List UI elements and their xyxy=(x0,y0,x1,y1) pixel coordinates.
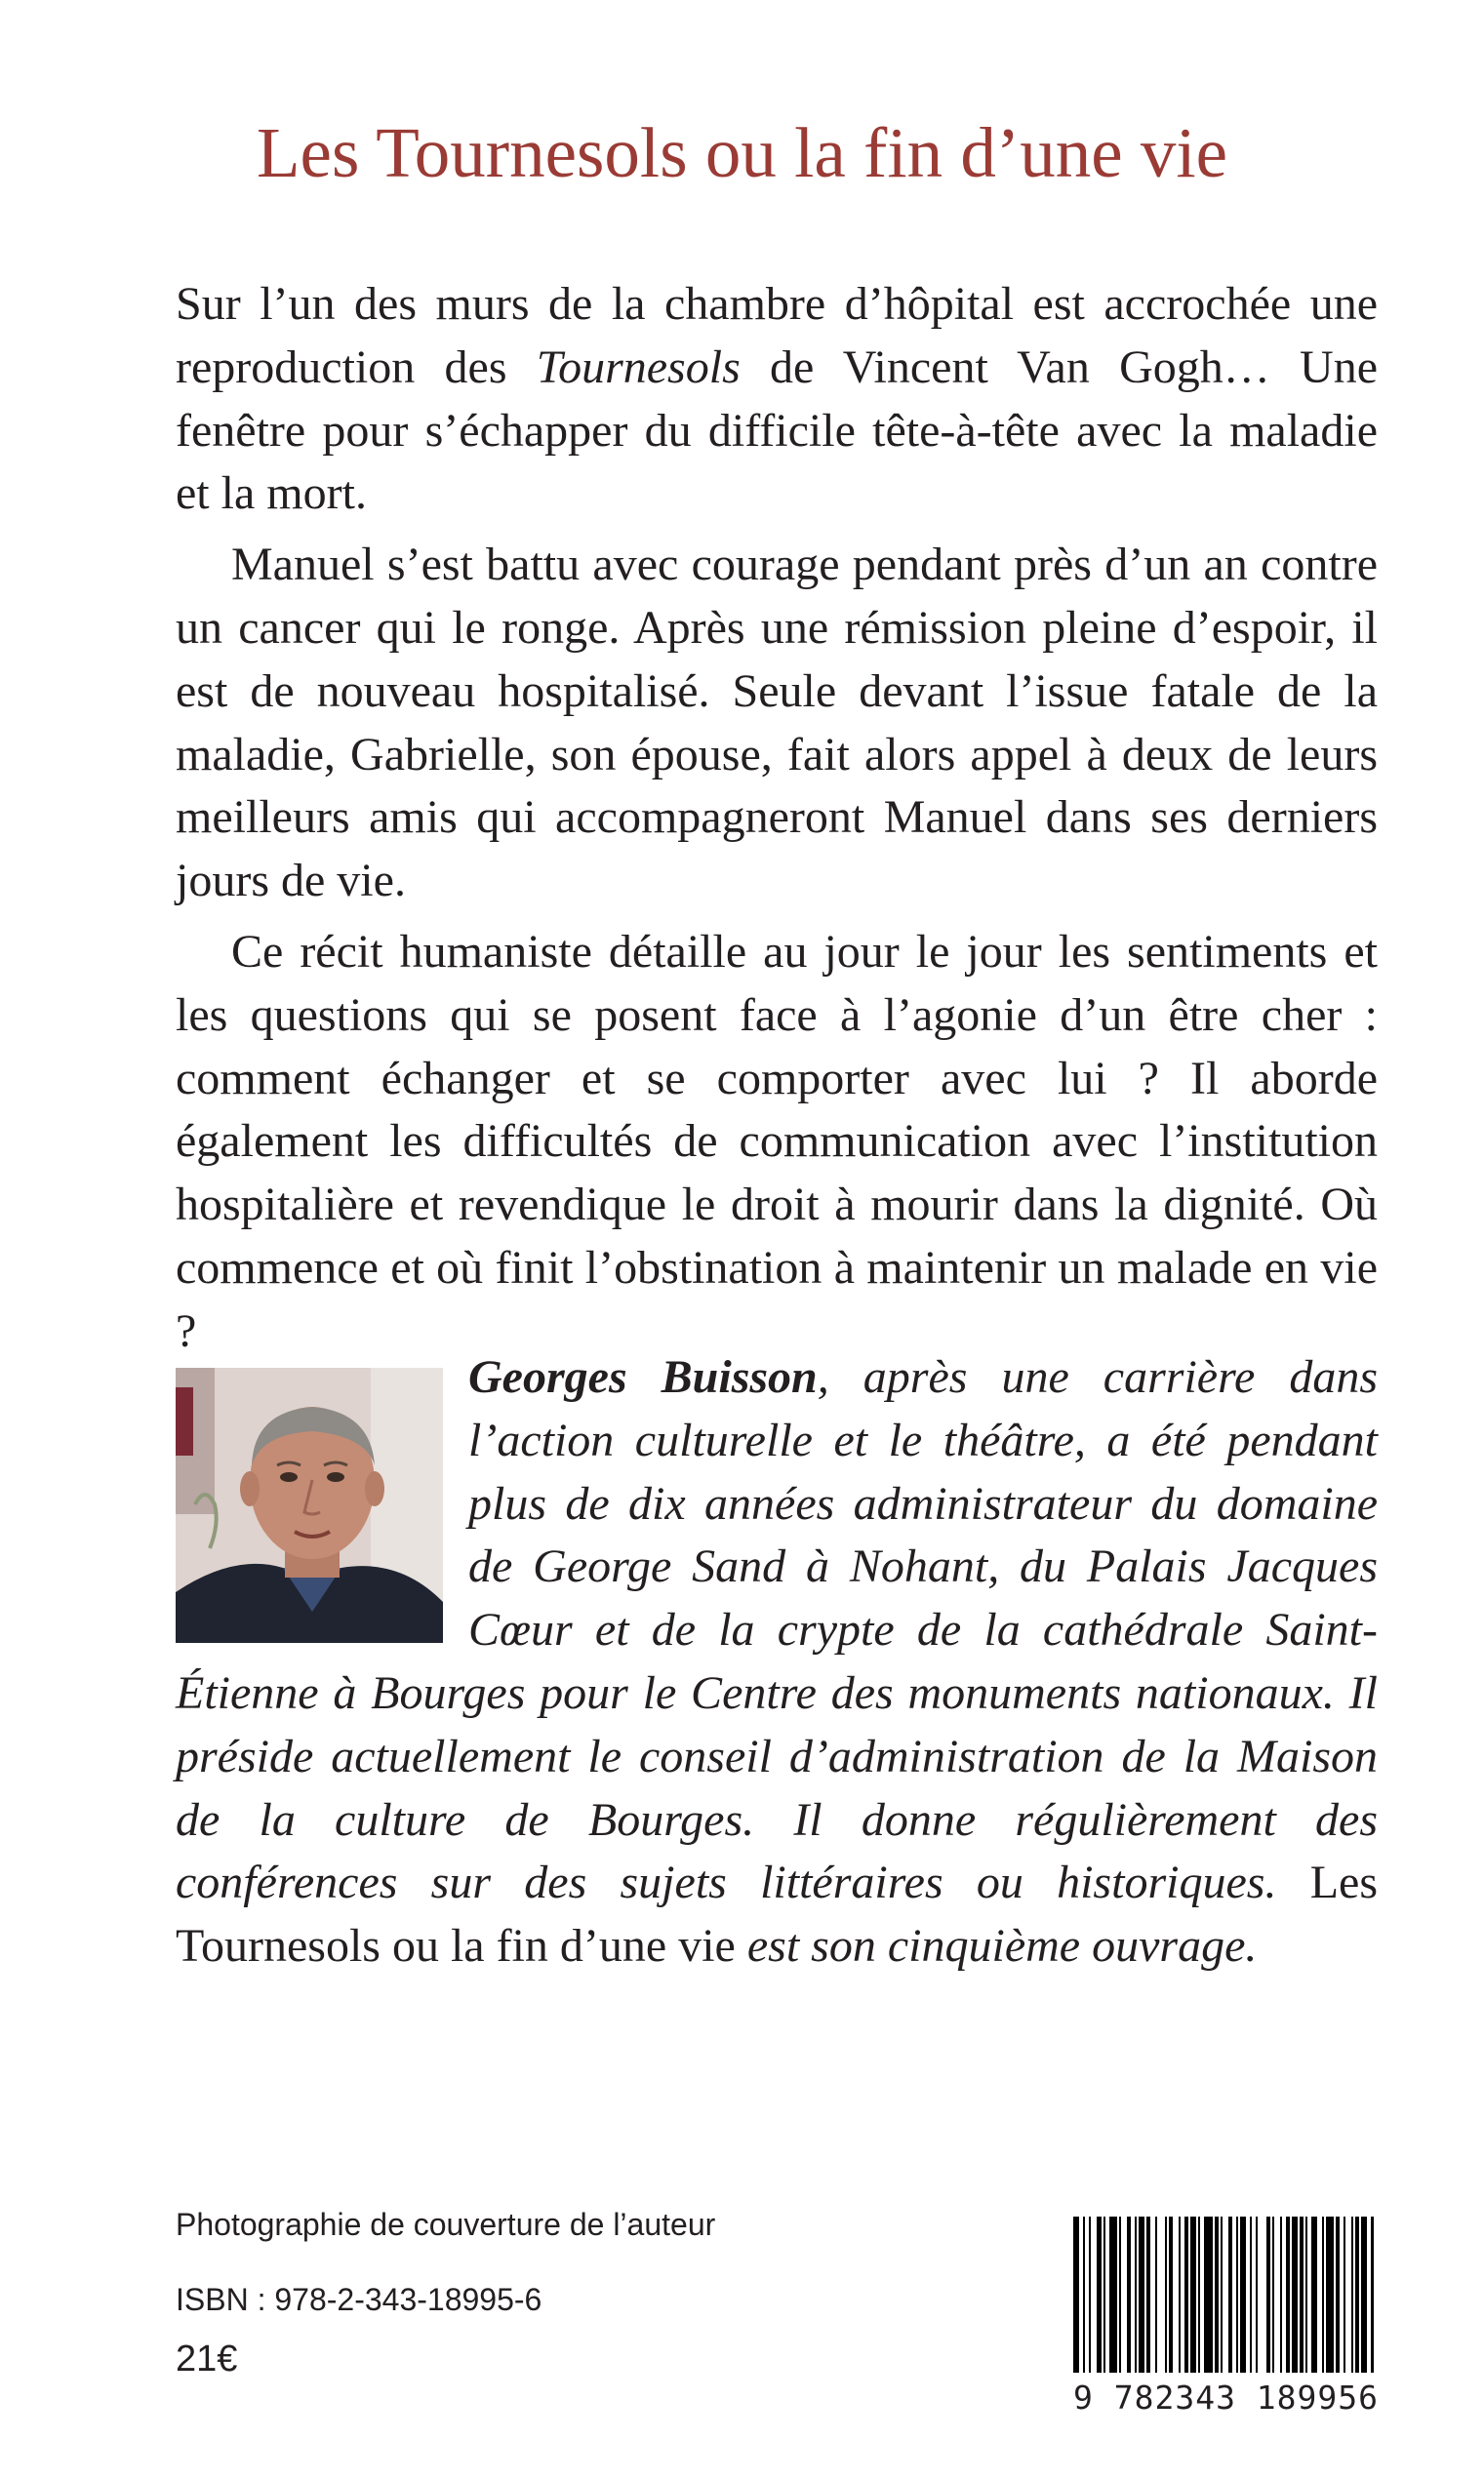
book-title: Les Tournesols ou la fin d’une vie xyxy=(256,113,1228,192)
photo-credit: Photographie de couverture de l’auteur xyxy=(176,2207,716,2242)
author-photo xyxy=(176,1368,443,1643)
barcode xyxy=(1073,2217,1378,2427)
summary-paragraph-2: Manuel s’est battu avec courage pendant près d’un an contre un cancer qui le ronge. Après une rémission pleine d’espoir, il est de nouveau hospitalisé. Seule devant l’issue fatale de la maladie, Gabrielle, son épouse, fait alors appel à deux de leurs meilleurs amis qui accompagneront Manuel dans ses derniers jours de vie. xyxy=(176,539,1378,907)
bio-book-title: Les Tournesols ou la fin d’une vie xyxy=(176,1857,1378,1973)
summary-paragraph-1 xyxy=(176,273,1378,526)
summary-paragraph-3: Ce récit humaniste détaille au jour le jour les sentiments et les questions qui se posent face à l’agonie d’un être cher : comment échanger et se comporter avec lui ? Il aborde également les difficultés de communication avec l’institution hospitalière et revendique le droit à mourir dans la dignité. Où commence et où finit l’obstination à maintenir un malade en vie ? xyxy=(176,925,1378,1357)
author-name: Georges Buisson xyxy=(468,1351,818,1403)
author-portrait-image xyxy=(176,1368,443,1643)
book-summary xyxy=(176,273,1378,1364)
barcode-digits: 9 782343 189956 xyxy=(1073,2379,1380,2417)
barcode-space xyxy=(1157,2217,1165,2373)
barcode-bars xyxy=(1073,2217,1378,2373)
author-bio xyxy=(176,1346,1378,1979)
summary-p1-start: Sur l’un des murs de la chambre d’hôpital est accrochée une reproduction des xyxy=(176,278,1378,393)
barcode-bar xyxy=(1326,2217,1334,2373)
price: 21€ xyxy=(176,2339,238,2380)
barcode-bar xyxy=(1109,2217,1117,2373)
bio-text: , après une carrière dans l’action culturelle et le théâtre, a été pendant plus de dix années administrateur du domaine de George Sand à Nohant, du Palais Jacques Cœur et de la crypte de la cathédrale Saint-Étienne à Bourges pour le Centre des monuments nationaux. Il préside actuellement le conseil d’administration de la Maison de la culture de Bourges. Il donne régulièrement des conférences sur des sujets littéraires ou historiques. xyxy=(176,1351,1379,1909)
barcode-bar xyxy=(1204,2217,1212,2373)
summary-p1-end: de Vincent Van Gogh… Une fenêtre pour s’échapper du difficile tête-à-tête avec la maladie et la mort. xyxy=(176,340,1379,520)
bio-ending: est son cinquième ouvrage. xyxy=(735,1920,1258,1973)
painting-title: Tournesols xyxy=(536,340,741,393)
barcode-space xyxy=(1258,2217,1265,2373)
isbn: ISBN : 978-2-343-18995-6 xyxy=(176,2282,542,2317)
barcode-space xyxy=(1374,2217,1378,2373)
